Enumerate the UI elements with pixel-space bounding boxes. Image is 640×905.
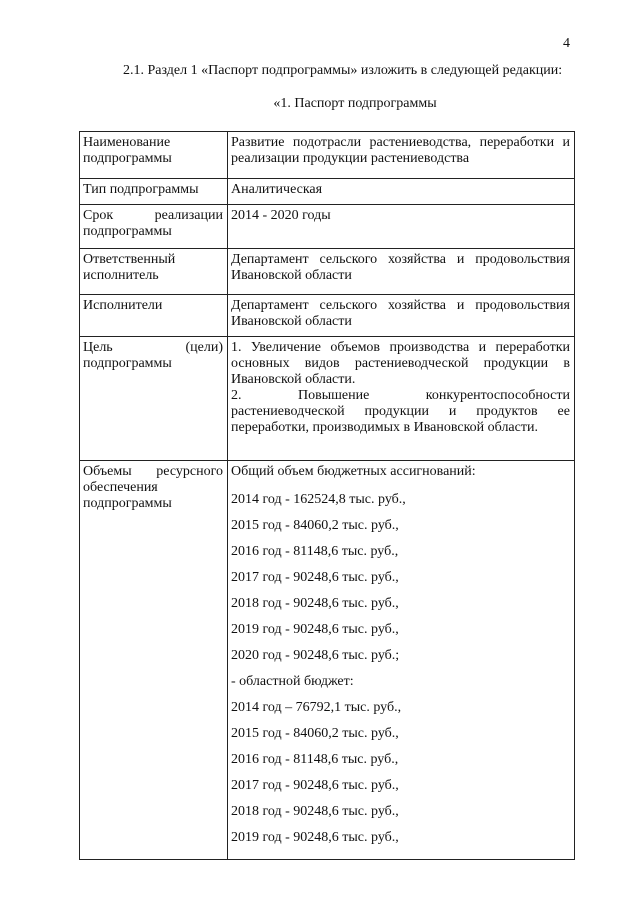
funding-line: 2018 год - 90248,6 тыс. руб., — [231, 804, 399, 819]
row-value-goals — [228, 337, 575, 461]
funding-line: 2019 год - 90248,6 тыс. руб., — [231, 622, 399, 637]
row-label-funding-rest: обеспечения подпрограммы — [83, 480, 172, 511]
row-label-goals-line1: Цель (цели) — [83, 340, 223, 355]
goal-1: 1. Увеличение объемов производства и переработки основных видов растениеводческой продукции в Ивановской области. — [231, 340, 570, 387]
table-row-goals — [80, 337, 575, 461]
funding-line: 2020 год - 90248,6 тыс. руб.; — [231, 648, 400, 663]
row-label-executors: Исполнители — [80, 295, 228, 337]
funding-line: - областной бюджет: — [231, 674, 354, 689]
row-label-responsible: Ответственный исполнитель — [80, 249, 228, 295]
row-label-goals-line2: подпрограммы — [83, 356, 172, 371]
passport-table — [79, 131, 575, 860]
goal-2-rest: растениеводческой продукции и продуктов ее переработки, производимых в Ивановской области. — [231, 404, 570, 435]
row-value-type: Аналитическая — [228, 179, 575, 205]
page-number: 4 — [563, 36, 570, 51]
table-row-executors — [80, 295, 575, 337]
row-value-name: Развитие подотрасли растениеводства, переработки и реализации продукции растениеводства — [228, 132, 575, 179]
row-label-goals — [80, 337, 228, 461]
funding-line: 2017 год - 90248,6 тыс. руб., — [231, 570, 399, 585]
row-label-type: Тип подпрограммы — [80, 179, 228, 205]
row-label-funding-line1: Объемы ресурсного — [83, 464, 223, 479]
passport-title: «1. Паспорт подпрограммы — [273, 96, 437, 111]
funding-line: 2016 год - 81148,6 тыс. руб., — [231, 752, 399, 767]
row-value-term: 2014 - 2020 годы — [228, 205, 575, 249]
funding-line: 2017 год - 90248,6 тыс. руб., — [231, 778, 399, 793]
table-row-term — [80, 205, 575, 249]
row-label-term — [80, 205, 228, 249]
table-row-type — [80, 179, 575, 205]
funding-line: 2014 год – 76792,1 тыс. руб., — [231, 700, 402, 715]
table-row-responsible — [80, 249, 575, 295]
row-value-funding — [228, 461, 575, 860]
row-value-executors: Департамент сельского хозяйства и продовольствия Ивановской области — [228, 295, 575, 337]
table-row-funding — [80, 461, 575, 860]
funding-line: Общий объем бюджетных ассигнований: — [231, 464, 476, 479]
funding-line: 2015 год - 84060,2 тыс. руб., — [231, 518, 399, 533]
intro-paragraph — [79, 62, 569, 79]
intro-text: 2.1. Раздел 1 «Паспорт подпрограммы» изложить в следующей редакции: — [123, 63, 563, 78]
funding-line: 2016 год - 81148,6 тыс. руб., — [231, 544, 399, 559]
funding-line: 2014 год - 162524,8 тыс. руб., — [231, 492, 406, 507]
row-value-responsible: Департамент сельского хозяйства и продовольствия Ивановской области — [228, 249, 575, 295]
table-row-name — [80, 132, 575, 179]
row-label-funding — [80, 461, 228, 860]
funding-line: 2019 год - 90248,6 тыс. руб., — [231, 830, 399, 845]
row-label-term-line1: Срок реализации — [83, 208, 223, 223]
row-label-name: Наименование подпрограммы — [80, 132, 228, 179]
funding-line: 2015 год - 84060,2 тыс. руб., — [231, 726, 399, 741]
row-label-term-line2: подпрограммы — [83, 224, 172, 239]
funding-line: 2018 год - 90248,6 тыс. руб., — [231, 596, 399, 611]
goal-2-line1: 2. Повышение конкурентоспособности — [231, 388, 570, 403]
